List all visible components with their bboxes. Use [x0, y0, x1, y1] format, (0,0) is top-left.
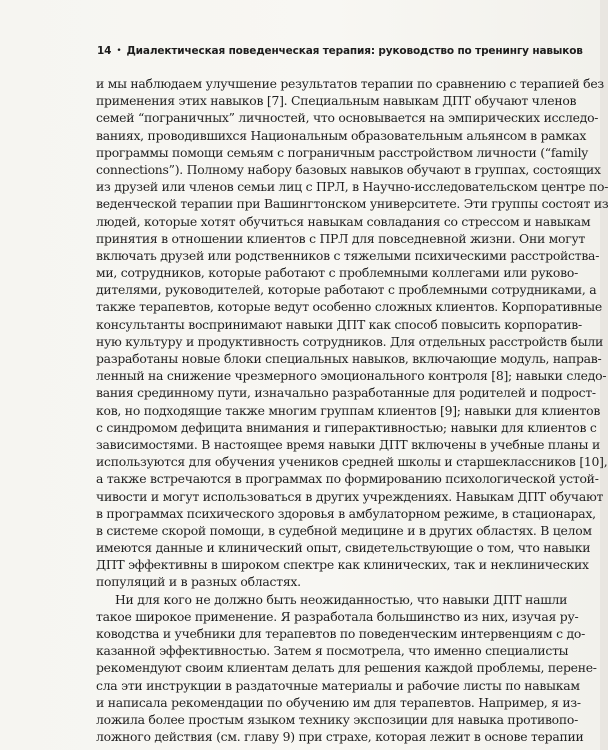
text-line: чивости и могут использоваться в других учреждениях. Навыкам ДПТ обучают: [96, 488, 604, 504]
text-line: ков, но подходящие также многим группам клиентов [9]; навыки для клиентов: [96, 402, 601, 418]
text-line: ложного действия (см. главу 9) при страхе, которая лежит в основе терапии: [96, 729, 584, 745]
text-line: из друзей или членов семьи лиц с ПРЛ, в Научно-исследовательском центре по-: [96, 179, 608, 195]
text-line: connections”). Полному набору базовых навыков обучают в группах, состоящих: [96, 161, 601, 177]
text-line: в системе скорой помощи, в судебной медицине и в других областях. В целом: [96, 522, 592, 538]
text-line: имеются данные и клинический опыт, свидетельствующие о том, что навыки: [96, 540, 591, 556]
text-line: с синдромом дефицита внимания и гиперактивностью; навыки для клиентов с: [96, 419, 597, 435]
text-line: ДПТ эффективны в широком спектре как клинических, так и неклинических: [96, 557, 589, 573]
bullet-separator: •: [116, 46, 122, 56]
text-line: принятия в отношении клиентов с ПРЛ для повседневной жизни. Они могут: [96, 230, 586, 246]
paragraph: [96, 591, 597, 746]
text-line: применения этих навыков [7]. Специальным навыкам ДПТ обучают членов: [96, 93, 577, 109]
text-line: также терапевтов, которые ведут особенно сложных клиентов. Корпоративные: [96, 299, 602, 315]
text-line: разработаны новые блоки специальных навыков, включающие модуль, направ-: [96, 351, 602, 366]
text-line: в программах психического здоровья в амбулаторном режиме, в стационарах,: [96, 505, 596, 521]
text-line: популяций и в разных областях.: [96, 574, 301, 590]
text-line: сла эти инструкции в раздаточные материалы и рабочие листы по навыкам: [96, 677, 580, 693]
text-line: и написала рекомендации по обучению им для терапевтов. Например, я из-: [96, 694, 581, 710]
text-line: ленный на снижение чрезмерного эмоционального контроля [8]; навыки следо-: [96, 368, 607, 384]
text-line: Ни для кого не должно быть неожиданностью, что навыки ДПТ нашли: [115, 591, 568, 607]
text-line: вания срединному пути, изначально разработанные для родителей и подрост-: [96, 385, 596, 401]
text-line: рекомендуют своим клиентам делать для решения каждой проблемы, перене-: [96, 660, 597, 676]
text-line: семей “пограничных” личностей, что основывается на эмпирических исследо-: [96, 110, 599, 126]
text-line: ную культуру и продуктивность сотрудников. Для отдельных расстройств были: [96, 333, 603, 349]
text-line: такое широкое применение. Я разработала большинство из них, изучая ру-: [96, 608, 579, 624]
running-header: [97, 45, 583, 57]
text-line: используются для обучения учеников средней школы и старшеклассников [10],: [96, 454, 608, 470]
text-line: консультанты воспринимают навыки ДПТ как способ повысить корпоратив-: [96, 316, 582, 332]
text-line: ми, сотрудников, которые работают с проблемными коллегами или руково-: [96, 265, 578, 281]
text-line: включать друзей или родственников с тяжелыми психическими расстройства-: [96, 247, 600, 263]
text-line: и мы наблюдаем улучшение результатов терапии по сравнению с терапией без: [96, 76, 604, 91]
text-line: зависимостями. В настоящее время навыки ДПТ включены в учебные планы и: [96, 436, 600, 452]
body-text: [96, 75, 608, 745]
paragraph: [96, 75, 608, 591]
text-line: ваниях, проводившихся Национальным образовательным альянсом в рамках: [96, 127, 587, 143]
text-line: а также встречаются в программах по формированию психологической устой-: [96, 471, 599, 487]
text-line: ложила более простым языком технику экспозиции для навыка противопо-: [96, 711, 579, 727]
text-line: веденческой терапии при Вашингтонском университете. Эти группы состоят из: [96, 196, 608, 212]
text-line: казанной эффективностью. Затем я посмотрела, что именно специалисты: [96, 643, 569, 659]
page-number: 14: [97, 45, 112, 57]
running-title: Диалектическая поведенческая терапия: руководство по тренингу навыков: [126, 45, 583, 57]
text-line: людей, которые хотят обучиться навыкам совладания со стрессом и навыкам: [96, 213, 591, 229]
text-line: программы помощи семьям с пограничным расстройством личности (“family: [96, 144, 589, 160]
text-line: дителями, руководителей, которые работают с проблемными сотрудниками, а: [96, 282, 597, 298]
text-line: ководства и учебники для терапевтов по поведенческим интервенциям с до-: [96, 626, 586, 641]
